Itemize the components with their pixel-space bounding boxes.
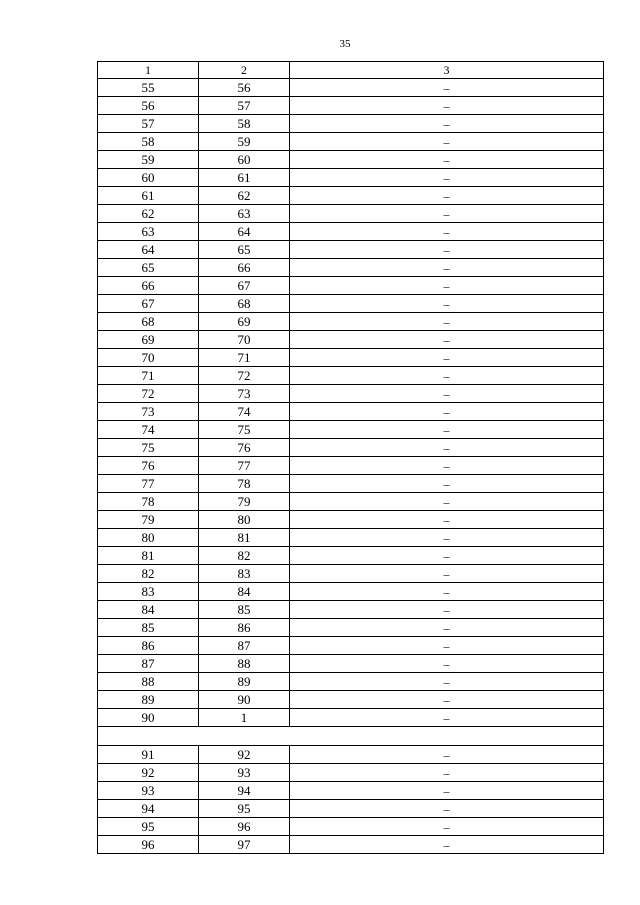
page-number: 35 bbox=[339, 38, 351, 50]
table-row bbox=[98, 619, 604, 637]
table-cell-col-2: 66 bbox=[199, 259, 290, 277]
table-row bbox=[98, 151, 604, 169]
table-row bbox=[98, 547, 604, 565]
table-row bbox=[98, 115, 604, 133]
table-row bbox=[98, 331, 604, 349]
table-cell-col-3: – bbox=[290, 583, 604, 601]
table-cell-col-2: 70 bbox=[199, 331, 290, 349]
table-cell-col-3: – bbox=[290, 818, 604, 836]
table-cell-col-3: – bbox=[290, 601, 604, 619]
table-cell-col-1: 95 bbox=[98, 818, 199, 836]
table-cell-col-3: – bbox=[290, 457, 604, 475]
table-cell-col-2: 80 bbox=[199, 511, 290, 529]
table-cell-col-3: – bbox=[290, 295, 604, 313]
table-row bbox=[98, 421, 604, 439]
table-cell-col-2: 71 bbox=[199, 349, 290, 367]
table-row bbox=[98, 133, 604, 151]
table-cell-col-1: 66 bbox=[98, 277, 199, 295]
table-cell-col-1: 83 bbox=[98, 583, 199, 601]
table-cell-col-1: 57 bbox=[98, 115, 199, 133]
table-cell-col-1: 84 bbox=[98, 601, 199, 619]
table-cell-col-2: 95 bbox=[199, 800, 290, 818]
table-row bbox=[98, 205, 604, 223]
table-cell-col-2: 97 bbox=[199, 836, 290, 854]
table-cell-col-1: 72 bbox=[98, 385, 199, 403]
header-row bbox=[98, 62, 604, 79]
table-cell-col-1: 92 bbox=[98, 764, 199, 782]
table-cell-col-1: 71 bbox=[98, 367, 199, 385]
table-cell-col-1: 63 bbox=[98, 223, 199, 241]
table-cell-col-2: 1 bbox=[199, 709, 290, 727]
table-cell-col-3: – bbox=[290, 367, 604, 385]
table-cell-col-3: – bbox=[290, 475, 604, 493]
table-cell-col-2: 58 bbox=[199, 115, 290, 133]
table-cell-col-2: 64 bbox=[199, 223, 290, 241]
table-cell-col-1: 55 bbox=[98, 79, 199, 97]
table-row bbox=[98, 295, 604, 313]
table-row bbox=[98, 601, 604, 619]
table-cell-col-2: 69 bbox=[199, 313, 290, 331]
table-cell-col-1: 67 bbox=[98, 295, 199, 313]
table-cell-col-2: 92 bbox=[199, 746, 290, 764]
table-cell-col-2: 73 bbox=[199, 385, 290, 403]
table-cell-col-3: – bbox=[290, 277, 604, 295]
table-row bbox=[98, 457, 604, 475]
table-cell-col-2: 79 bbox=[199, 493, 290, 511]
table-cell-col-1: 91 bbox=[98, 746, 199, 764]
table-cell-col-2: 67 bbox=[199, 277, 290, 295]
table-cell-col-2: 85 bbox=[199, 601, 290, 619]
table-cell-col-2: 83 bbox=[199, 565, 290, 583]
table-cell-col-1: 85 bbox=[98, 619, 199, 637]
column-header-2: 2 bbox=[199, 62, 290, 79]
table-cell-col-2: 88 bbox=[199, 655, 290, 673]
table-cell-col-3: – bbox=[290, 782, 604, 800]
table-row bbox=[98, 637, 604, 655]
table-row bbox=[98, 655, 604, 673]
table-cell-col-1: 93 bbox=[98, 782, 199, 800]
table-cell-col-2: 77 bbox=[199, 457, 290, 475]
table-cell-col-1: 81 bbox=[98, 547, 199, 565]
table-cell-col-3: – bbox=[290, 97, 604, 115]
table-row bbox=[98, 187, 604, 205]
table-cell-col-2: 84 bbox=[199, 583, 290, 601]
table-row bbox=[98, 313, 604, 331]
table-cell-col-3: – bbox=[290, 746, 604, 764]
table-cell-col-3: – bbox=[290, 241, 604, 259]
table-cell-col-2: 65 bbox=[199, 241, 290, 259]
table-cell-col-2: 74 bbox=[199, 403, 290, 421]
table-cell-col-3: – bbox=[290, 529, 604, 547]
table-cell-col-3: – bbox=[290, 385, 604, 403]
table-cell-col-3: – bbox=[290, 169, 604, 187]
table-cell-col-1: 60 bbox=[98, 169, 199, 187]
table-cell-col-3: – bbox=[290, 439, 604, 457]
table-cell-col-2: 90 bbox=[199, 691, 290, 709]
table-cell-col-3: – bbox=[290, 637, 604, 655]
table-cell-col-3: – bbox=[290, 421, 604, 439]
table-cell-col-3: – bbox=[290, 673, 604, 691]
table-row bbox=[98, 385, 604, 403]
table-row bbox=[98, 511, 604, 529]
table-cell-col-1: 61 bbox=[98, 187, 199, 205]
table-cell-col-2: 57 bbox=[199, 97, 290, 115]
table-cell-col-3: – bbox=[290, 403, 604, 421]
table-cell-col-1: 64 bbox=[98, 241, 199, 259]
table-row bbox=[98, 836, 604, 854]
table-row bbox=[98, 709, 604, 727]
table-row bbox=[98, 529, 604, 547]
table-cell-col-3: – bbox=[290, 331, 604, 349]
table-cell-col-1: 76 bbox=[98, 457, 199, 475]
table-cell-col-2: 89 bbox=[199, 673, 290, 691]
table-cell-col-1: 77 bbox=[98, 475, 199, 493]
table-cell-col-1: 94 bbox=[98, 800, 199, 818]
table-cell-col-1: 78 bbox=[98, 493, 199, 511]
table-row bbox=[98, 800, 604, 818]
table-row bbox=[98, 349, 604, 367]
table-cell-col-2: 68 bbox=[199, 295, 290, 313]
table-cell-col-2: 82 bbox=[199, 547, 290, 565]
table-row bbox=[98, 691, 604, 709]
table-row bbox=[98, 439, 604, 457]
column-header-3: 3 bbox=[290, 62, 604, 79]
table-cell-col-3: – bbox=[290, 764, 604, 782]
table-row bbox=[98, 764, 604, 782]
table-row bbox=[98, 673, 604, 691]
table-row bbox=[98, 169, 604, 187]
table-cell-col-3: – bbox=[290, 547, 604, 565]
table-cell-col-1: 87 bbox=[98, 655, 199, 673]
table-cell-col-2: 72 bbox=[199, 367, 290, 385]
table-cell-col-3: – bbox=[290, 313, 604, 331]
table-cell-col-1: 70 bbox=[98, 349, 199, 367]
table-cell-col-1: 80 bbox=[98, 529, 199, 547]
table-cell-col-3: – bbox=[290, 223, 604, 241]
table-cell-col-3: – bbox=[290, 655, 604, 673]
table-cell-col-3: – bbox=[290, 691, 604, 709]
table-cell-col-1: 68 bbox=[98, 313, 199, 331]
table-row bbox=[98, 782, 604, 800]
table-cell-col-1: 56 bbox=[98, 97, 199, 115]
table-cell-col-2: 56 bbox=[199, 79, 290, 97]
table-cell-col-2: 81 bbox=[199, 529, 290, 547]
table-cell-col-1: 62 bbox=[98, 205, 199, 223]
table-row bbox=[98, 241, 604, 259]
table-cell-col-3: – bbox=[290, 709, 604, 727]
table-cell-col-1: 86 bbox=[98, 637, 199, 655]
data-table bbox=[97, 61, 604, 854]
table-cell-col-3: – bbox=[290, 800, 604, 818]
table-cell-col-3: – bbox=[290, 511, 604, 529]
table-cell-col-2: 75 bbox=[199, 421, 290, 439]
table-cell-col-2: 94 bbox=[199, 782, 290, 800]
column-header-1: 1 bbox=[98, 62, 199, 79]
table-cell-col-1: 96 bbox=[98, 836, 199, 854]
table-row bbox=[98, 746, 604, 764]
separator-row bbox=[98, 727, 604, 746]
table-row bbox=[98, 403, 604, 421]
table-row bbox=[98, 475, 604, 493]
table-cell-col-2: 78 bbox=[199, 475, 290, 493]
table-cell-col-2: 93 bbox=[199, 764, 290, 782]
table-cell-col-3: – bbox=[290, 187, 604, 205]
table-cell-col-3: – bbox=[290, 79, 604, 97]
table-cell-col-1: 75 bbox=[98, 439, 199, 457]
table-row bbox=[98, 583, 604, 601]
table-row bbox=[98, 565, 604, 583]
separator-cell bbox=[98, 727, 604, 746]
table-cell-col-2: 63 bbox=[199, 205, 290, 223]
table-cell-col-3: – bbox=[290, 619, 604, 637]
table-cell-col-2: 61 bbox=[199, 169, 290, 187]
table-cell-col-1: 89 bbox=[98, 691, 199, 709]
table-row bbox=[98, 367, 604, 385]
table-cell-col-1: 88 bbox=[98, 673, 199, 691]
table-cell-col-3: – bbox=[290, 151, 604, 169]
table-cell-col-1: 90 bbox=[98, 709, 199, 727]
table-row bbox=[98, 818, 604, 836]
table-cell-col-3: – bbox=[290, 133, 604, 151]
table-cell-col-2: 76 bbox=[199, 439, 290, 457]
table-cell-col-3: – bbox=[290, 259, 604, 277]
table-row bbox=[98, 223, 604, 241]
table-cell-col-2: 87 bbox=[199, 637, 290, 655]
table-cell-col-2: 86 bbox=[199, 619, 290, 637]
table-cell-col-3: – bbox=[290, 349, 604, 367]
table-cell-col-3: – bbox=[290, 493, 604, 511]
table-cell-col-3: – bbox=[290, 565, 604, 583]
table-row bbox=[98, 79, 604, 97]
table-cell-col-2: 60 bbox=[199, 151, 290, 169]
table-row bbox=[98, 259, 604, 277]
table-cell-col-1: 79 bbox=[98, 511, 199, 529]
table-cell-col-3: – bbox=[290, 836, 604, 854]
table-cell-col-3: – bbox=[290, 115, 604, 133]
table-cell-col-2: 62 bbox=[199, 187, 290, 205]
table-cell-col-2: 59 bbox=[199, 133, 290, 151]
table-cell-col-1: 69 bbox=[98, 331, 199, 349]
table-cell-col-1: 73 bbox=[98, 403, 199, 421]
table-row bbox=[98, 97, 604, 115]
table-cell-col-3: – bbox=[290, 205, 604, 223]
table-cell-col-2: 96 bbox=[199, 818, 290, 836]
table-cell-col-1: 58 bbox=[98, 133, 199, 151]
table-row bbox=[98, 277, 604, 295]
table-cell-col-1: 82 bbox=[98, 565, 199, 583]
table-cell-col-1: 59 bbox=[98, 151, 199, 169]
table-row bbox=[98, 493, 604, 511]
table-cell-col-1: 65 bbox=[98, 259, 199, 277]
table-cell-col-1: 74 bbox=[98, 421, 199, 439]
